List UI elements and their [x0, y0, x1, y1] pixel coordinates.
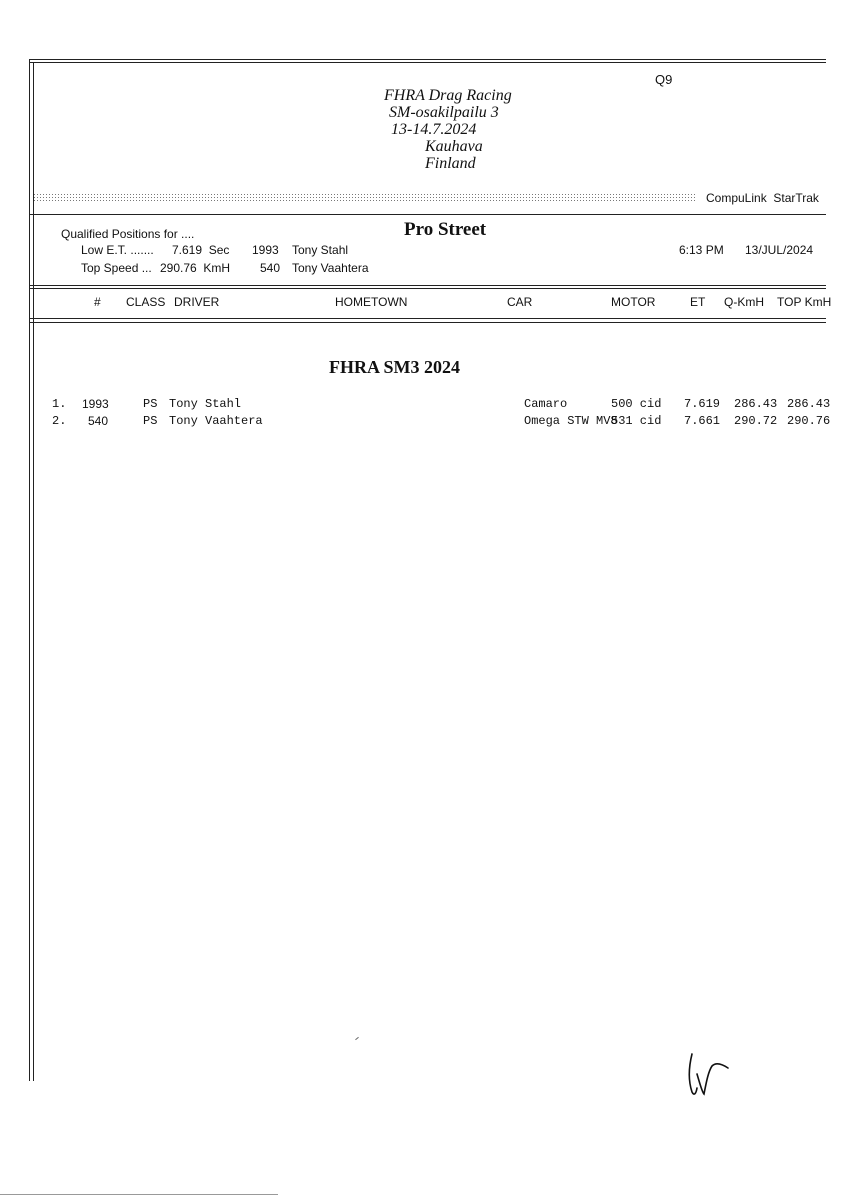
header-bottom-rule-2 — [30, 322, 826, 323]
stray-mark — [355, 1037, 359, 1040]
row-car: Omega STW MV8 — [524, 414, 618, 428]
section-title: FHRA SM3 2024 — [329, 357, 461, 377]
col-header-qkmh: Q-KmH — [724, 295, 764, 309]
row-driver: Tony Stahl — [169, 397, 242, 411]
frame-top-rule-2 — [30, 62, 826, 63]
col-header-motor: MOTOR — [611, 295, 656, 309]
row-class: PS — [143, 397, 158, 411]
event-dates: 13-14.7.2024 — [391, 121, 477, 138]
header-bottom-rule — [30, 318, 826, 319]
col-header-topkmh: TOP KmH — [777, 295, 832, 309]
low-et-driver: Tony Stahl — [292, 243, 349, 257]
event-city: Kauhava — [425, 138, 483, 155]
top-speed-label: Top Speed ... — [81, 261, 152, 275]
frame-top-rule — [30, 59, 826, 60]
dotted-band — [33, 193, 697, 203]
row-position: 2. — [52, 414, 67, 428]
header-top-rule-2 — [30, 288, 826, 289]
top-speed-value: 290.76 KmH — [160, 261, 231, 275]
row-motor: 500 cid — [611, 397, 662, 411]
row-car: Camaro — [524, 397, 568, 411]
row-topkmh: 286.43 — [787, 397, 831, 411]
row-number: 540 — [88, 414, 109, 428]
row-motor: 531 cid — [611, 414, 662, 428]
col-header-et: ET — [690, 295, 706, 309]
report-time: 6:13 PM — [679, 243, 724, 257]
report-code: Q9 — [655, 72, 673, 87]
col-header-class: CLASS — [126, 295, 166, 309]
row-qkmh: 290.72 — [734, 414, 778, 428]
col-header-num: # — [94, 295, 101, 309]
timing-system-label: CompuLink StarTrak — [706, 191, 819, 205]
row-qkmh: 286.43 — [734, 397, 778, 411]
class-title: Pro Street — [404, 219, 487, 240]
frame-left-rule — [29, 59, 30, 1081]
col-header-car: CAR — [507, 295, 533, 309]
row-driver: Tony Vaahtera — [169, 414, 263, 428]
col-header-driver: DRIVER — [174, 295, 220, 309]
report-date: 13/JUL/2024 — [745, 243, 814, 257]
table-row — [0, 397, 848, 413]
qualified-positions-label: Qualified Positions for .... — [61, 227, 195, 241]
table-row — [0, 414, 848, 430]
top-speed-number: 540 — [260, 261, 281, 275]
signature — [684, 1044, 736, 1100]
row-number: 1993 — [82, 397, 109, 411]
event-title: FHRA Drag Racing — [384, 87, 512, 104]
low-et-label: Low E.T. ....... — [81, 243, 154, 257]
summary-top-rule — [30, 214, 826, 215]
col-header-hometown: HOMETOWN — [335, 295, 408, 309]
top-speed-driver: Tony Vaahtera — [292, 261, 369, 275]
row-et: 7.661 — [684, 414, 721, 428]
event-subtitle: SM-osakilpailu 3 — [389, 104, 499, 121]
low-et-value: 7.619 Sec — [172, 243, 230, 257]
row-position: 1. — [52, 397, 67, 411]
event-country: Finland — [425, 155, 476, 172]
page-bottom-rule — [0, 1194, 278, 1195]
row-class: PS — [143, 414, 158, 428]
header-top-rule — [30, 285, 826, 286]
row-topkmh: 290.76 — [787, 414, 831, 428]
row-et: 7.619 — [684, 397, 721, 411]
low-et-number: 1993 — [252, 243, 279, 257]
